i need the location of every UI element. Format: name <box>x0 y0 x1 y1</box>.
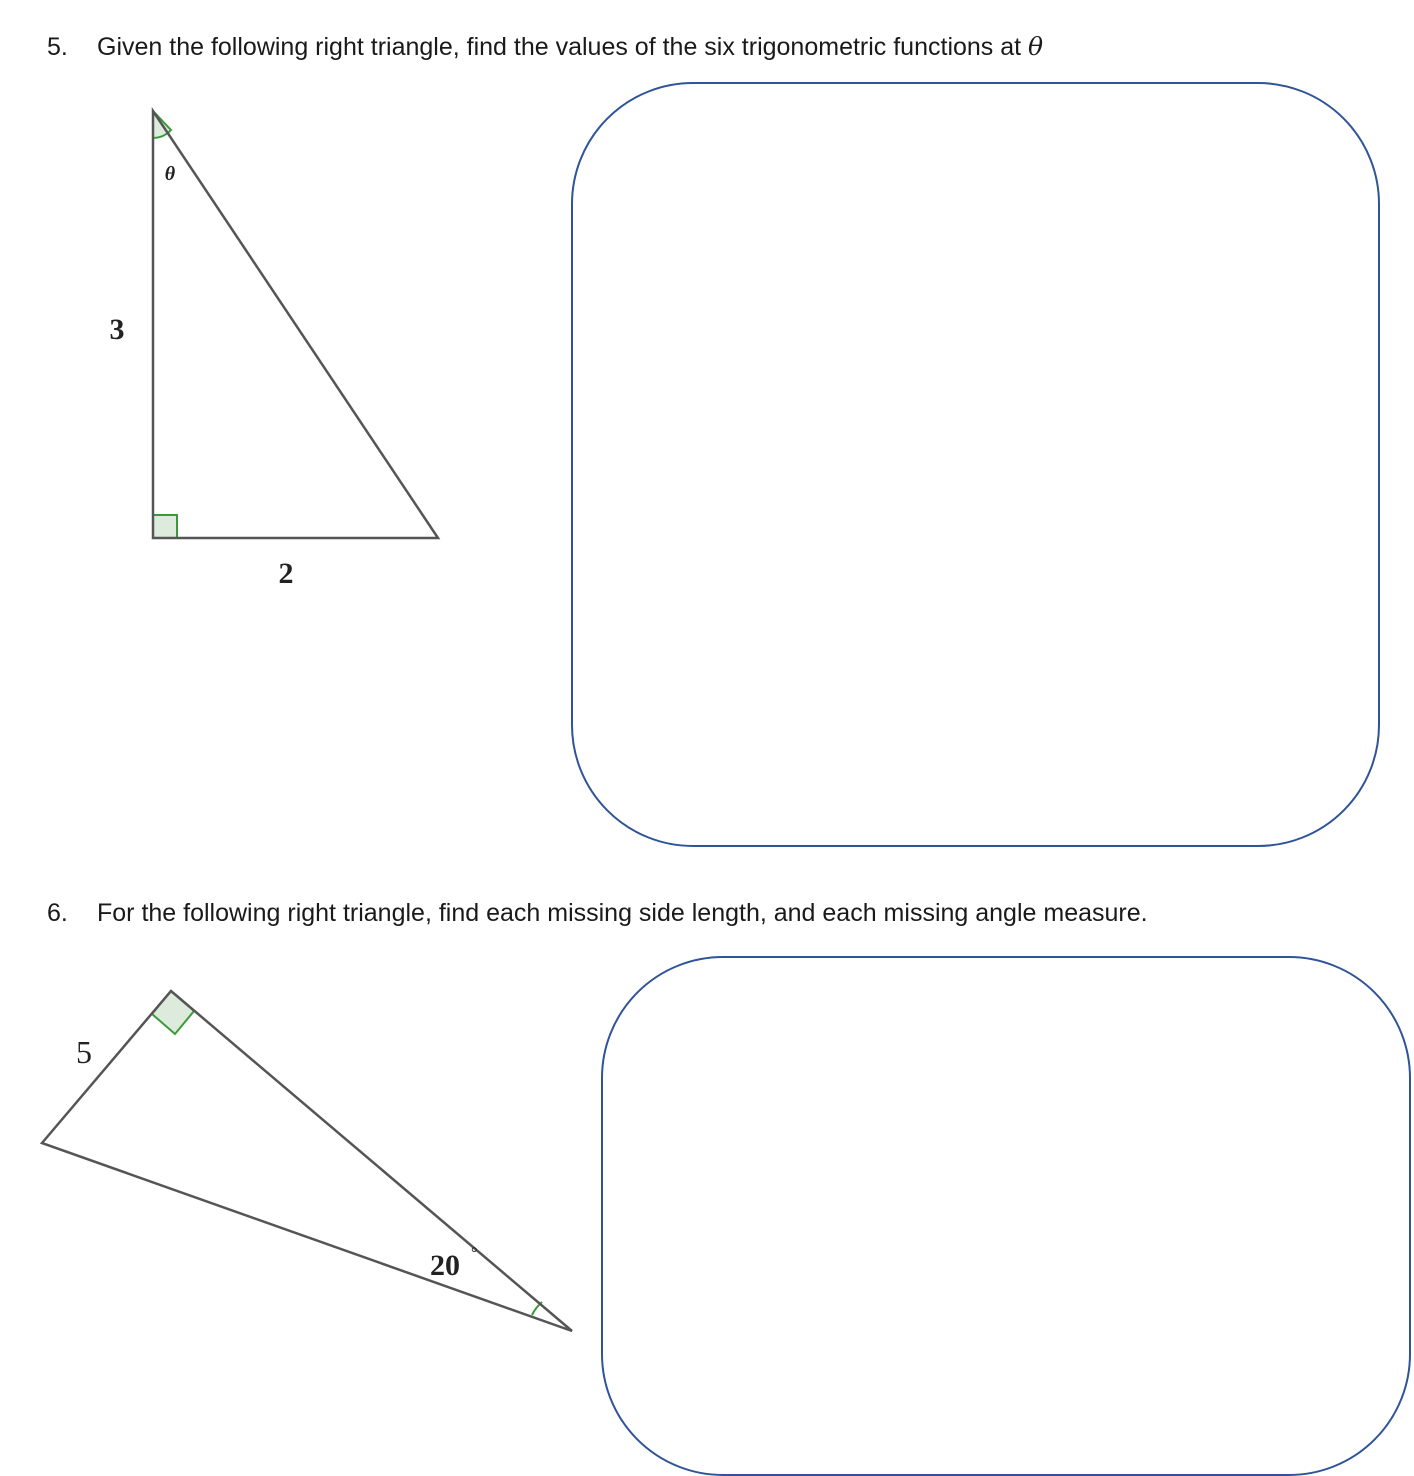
theta-label: θ <box>164 163 176 185</box>
question-5-number: 5. <box>47 33 68 61</box>
right-triangle-q6 <box>42 991 572 1331</box>
angle-label-20: 20 <box>430 1249 460 1282</box>
degree-symbol: ° <box>471 1245 478 1262</box>
theta-symbol: θ <box>1028 32 1044 61</box>
question-6-answer-box[interactable] <box>601 956 1411 1476</box>
question-5-prompt-text: Given the following right triangle, find the values of the six trigonometric functions at <box>97 33 1029 61</box>
right-angle-marker <box>152 991 194 1034</box>
question-6-prompt: For the following right triangle, find each missing side length, and each missing angle measure. <box>97 899 1148 927</box>
side-label-5: 5 <box>76 1034 92 1070</box>
side-label-3: 3 <box>109 313 125 346</box>
question-6-number: 6. <box>47 899 68 927</box>
side-label-2: 2 <box>278 557 294 590</box>
